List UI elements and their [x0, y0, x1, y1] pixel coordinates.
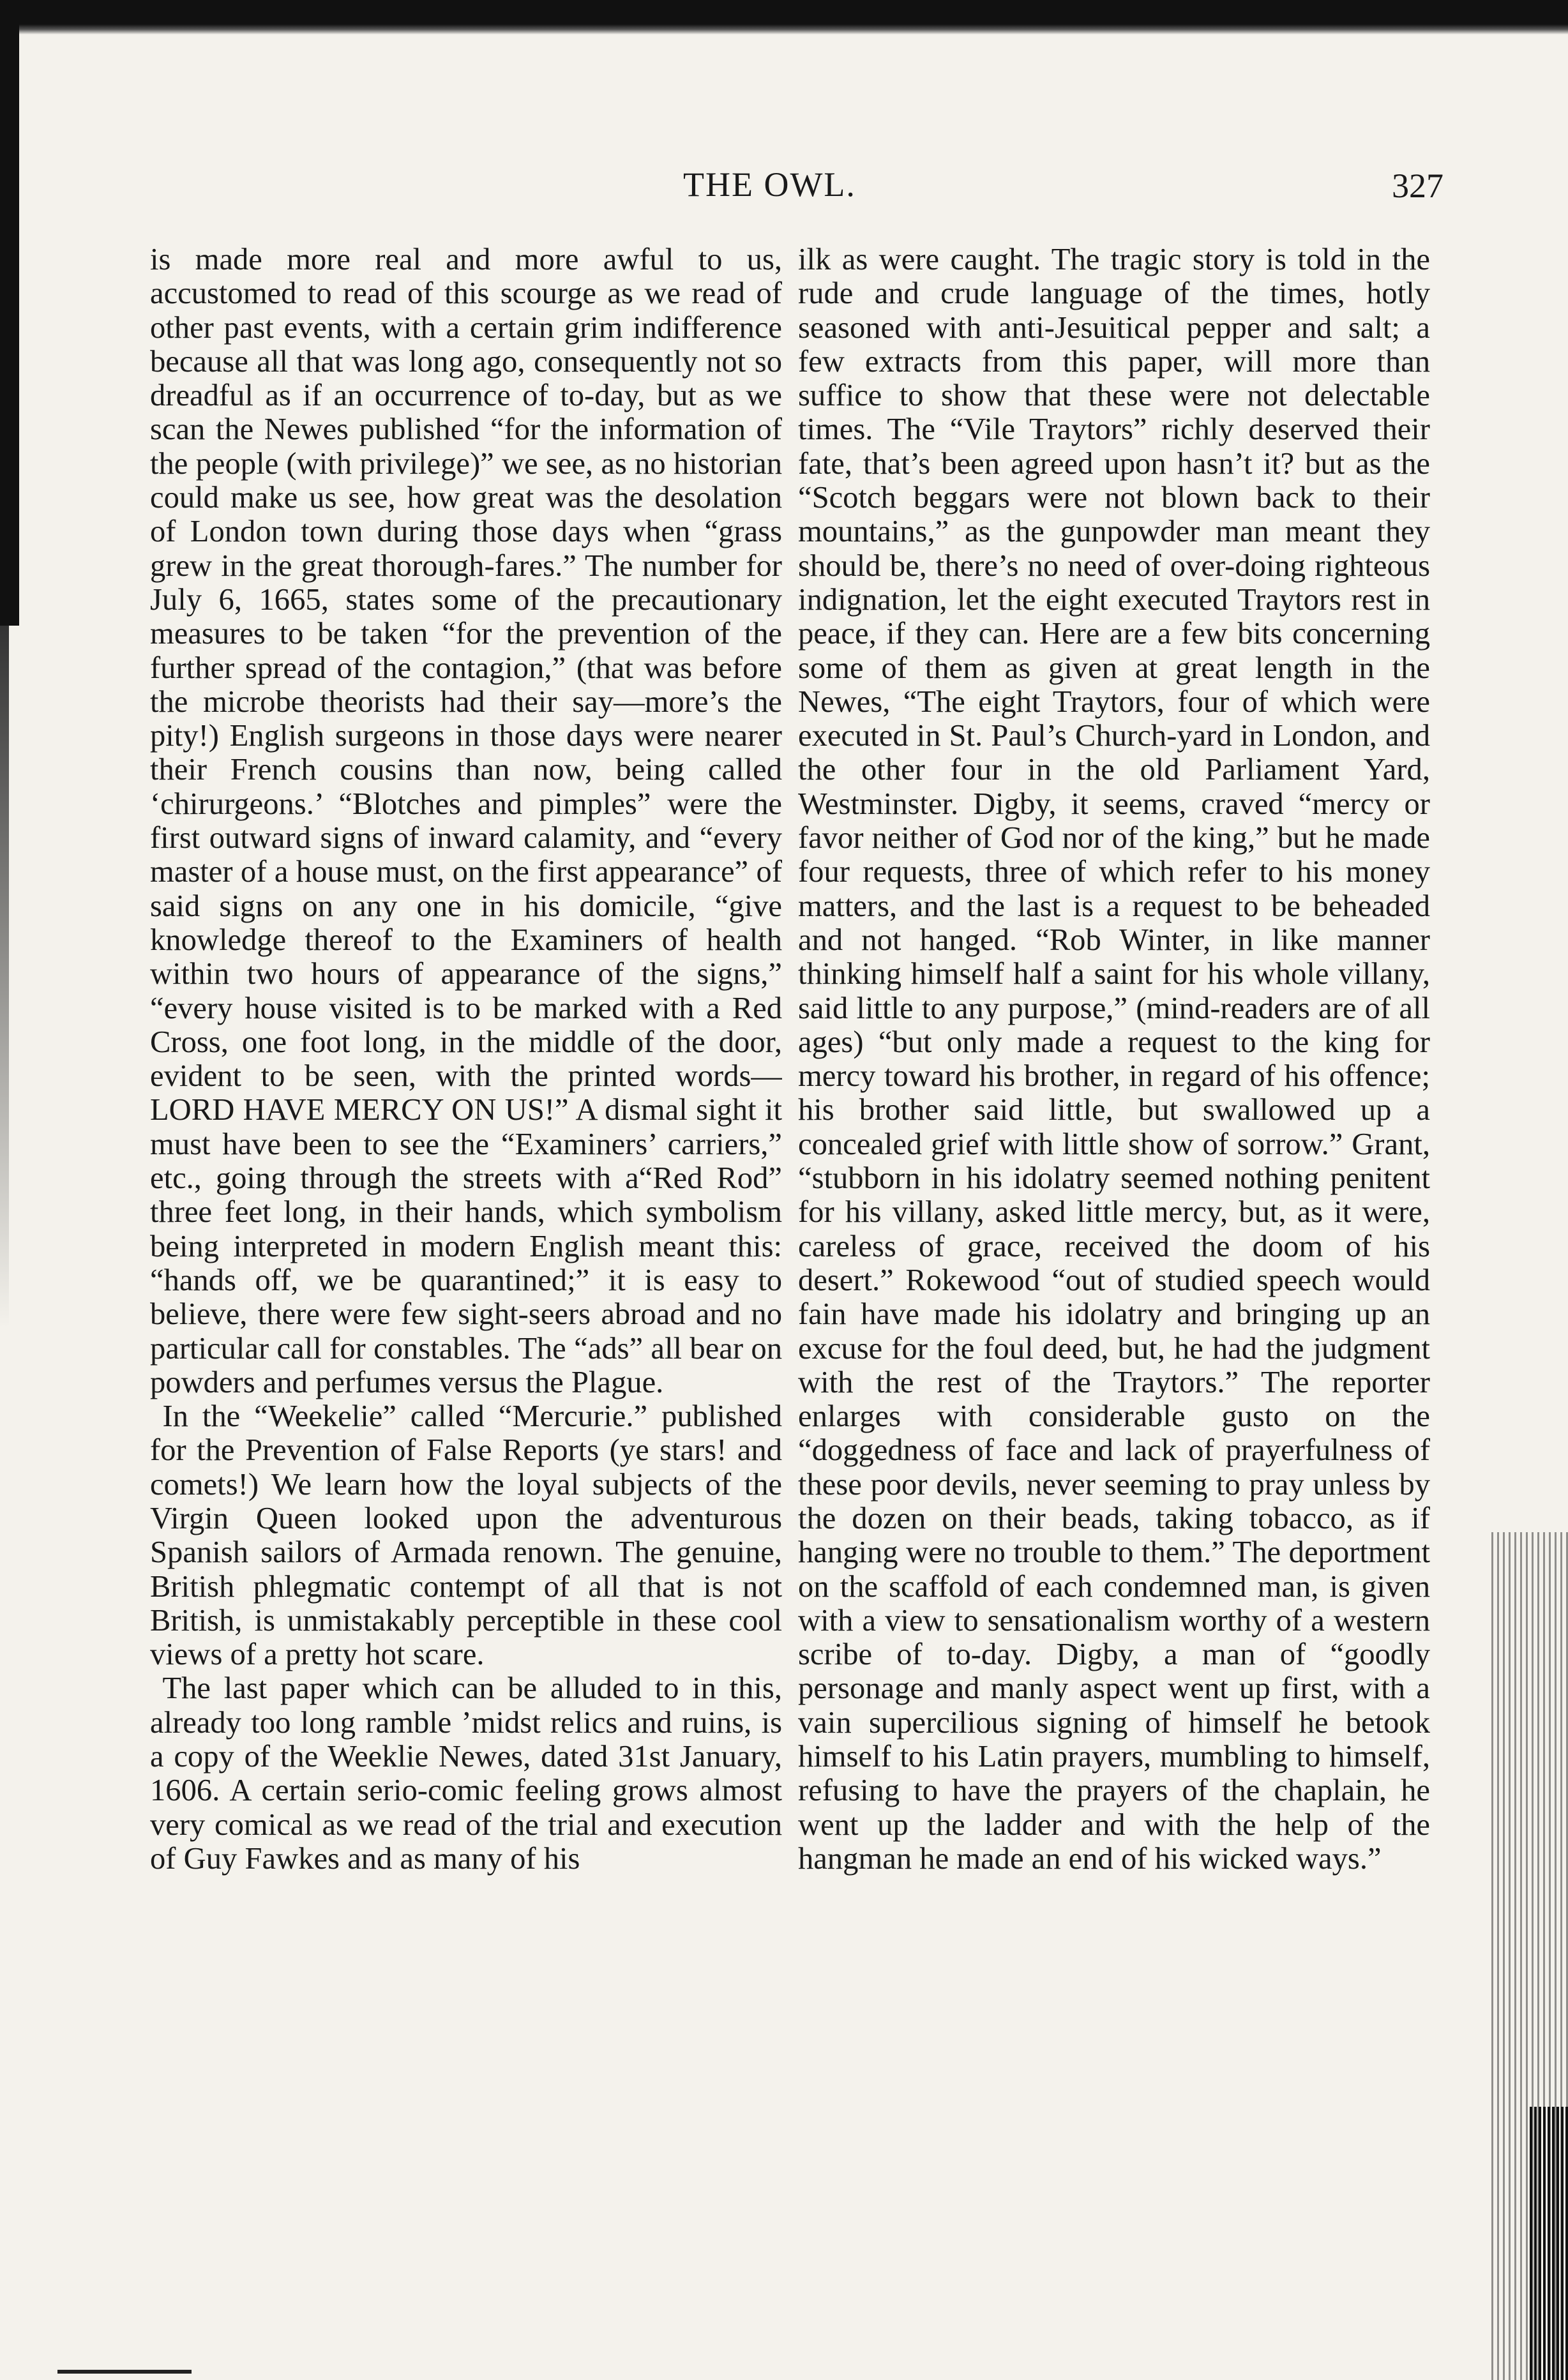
top-border-rule: [0, 0, 1568, 34]
right-edge-binding-shadow: [1530, 2107, 1568, 2380]
page-number: 327: [1392, 167, 1444, 205]
paragraph: ilk as were caught. The tragic story is told in the rude and crude language of the times, hotly seasoned with anti-Jesuitical pepper and salt; a few extracts from this paper, will more than suffice to show that these were not delectable times. The “Vile Traytors” richly deserved their fate, that’s been agreed upon hasn’t it? but as the “Scotch beggars were not blown back to their mountains,” as the gunpowder man meant they should be, there’s no need of over-doing righteous indignation, let the eight executed Traytors rest in peace, if they can. Here are a few bits concerning some of them as given at great length in the Newes, “The eight Traytors, four of which were executed in St. Paul’s Church-yard in London, and the other four in the old Parliament Yard, Westminster. Digby, it seems, craved “mercy or favor neither of God nor of the king,” but he made four requests, three of which refer to his money matters, and the last is a request to be beheaded and not hanged. “Rob Winter, in like manner thinking himself half a saint for his whole villany, said little to any purpose,” (mind-readers are of all ages) “but only made a request to the king for mercy toward his brother, in regard of his offence; his brother said little, but swallowed up a concealed grief with little show of sorrow.” Grant, “stubborn in his idolatry seemed nothing penitent for his villany, asked little mercy, but, as it were, careless of grace, received the doom of his desert.” Rokewood “out of studied speech would fain have made his idolatry and bringing up an excuse for the foul deed, but, he had the judgment with the rest of the Traytors.” The reporter enlarges with considerable gusto on the “doggedness of face and lack of prayerfulness of these poor devils, never seeming to pray unless by the dozen on their beads, taking tobacco, as if hanging were no trouble to them.” The deportment on the scaffold of each condemned man, is given with a view to sensationalism worthy of a western scribe of to-day. Digby, a man of “goodly personage and manly aspect went up first, with a vain supercilious signing of himself he betook himself to his Latin prayers, mumbling to himself, refusing to have the prayers of the chaplain, he went up the ladder and with the help of the hangman he made an end of his wicked ways.”: [798, 243, 1430, 1876]
running-head: [0, 165, 1568, 216]
paragraph: is made more real and more awful to us, accustomed to read of this scourge as we read of other past events, with a certain grim indifference because all that was long ago, consequently not so dreadful as if an occurrence of to-day, but as we scan the Newes published “for the information of the people (with privilege)” we see, as no historian could make us see, how great was the desolation of London town during those days when “grass grew in the great thorough-fares.” The number for July 6, 1665, states some of the precautionary measures to be taken “for the prevention of the further spread of the contagion,” (that was before the microbe theorists had their say—more’s the pity!) English surgeons in those days were nearer their French cousins than now, being called ‘chirurgeons.’ “Blotches and pimples” were the first outward signs of inward calamity, and “every master of a house must, on the first appearance” of said signs on any one in his domicile, “give knowledge thereof to the Examiners of health within two hours of appearance of the signs,” “every house visited is to be marked with a Red Cross, one foot long, in the middle of the door, evident to be seen, with the printed words—LORD HAVE MERCY ON US!” A dismal sight it must have been to see the “Examiners’ carriers,” etc., going through the streets with a“Red Rod” three feet long, in their hands, which symbolism being interpreted in modern English meant this: “hands off, we be quarantined;” it is easy to believe, there were few sight-seers abroad and no particular call for constables. The “ads” all bear on powders and perfumes versus the Plague.: [150, 243, 782, 1399]
left-column: [150, 243, 782, 2343]
right-column: [798, 243, 1430, 2343]
running-title: THE OWL.: [683, 165, 856, 204]
bottom-left-rule: [57, 2370, 192, 2374]
paragraph: The last paper which can be alluded to in this, already too long ramble ’midst relics and ruins, is a copy of the Weeklie Newes, dated 31st January, 1606. A certain serio-comic feeling grows almost very comical as we read of the trial and execution of Guy Fawkes and as many of his: [150, 1671, 782, 1876]
left-border-rule: [0, 0, 19, 626]
paragraph: In the “Weekelie” called “Mercurie.” published for the Prevention of False Reports (ye stars! and comets!) We learn how the loyal subjects of the Virgin Queen looked upon the adventurous Spanish sailors of Armada renown. The genuine, British phlegmatic contempt of all that is not British, is unmistakably perceptible in these cool views of a pretty hot scare.: [150, 1399, 782, 1672]
left-border-fade: [0, 626, 9, 1328]
